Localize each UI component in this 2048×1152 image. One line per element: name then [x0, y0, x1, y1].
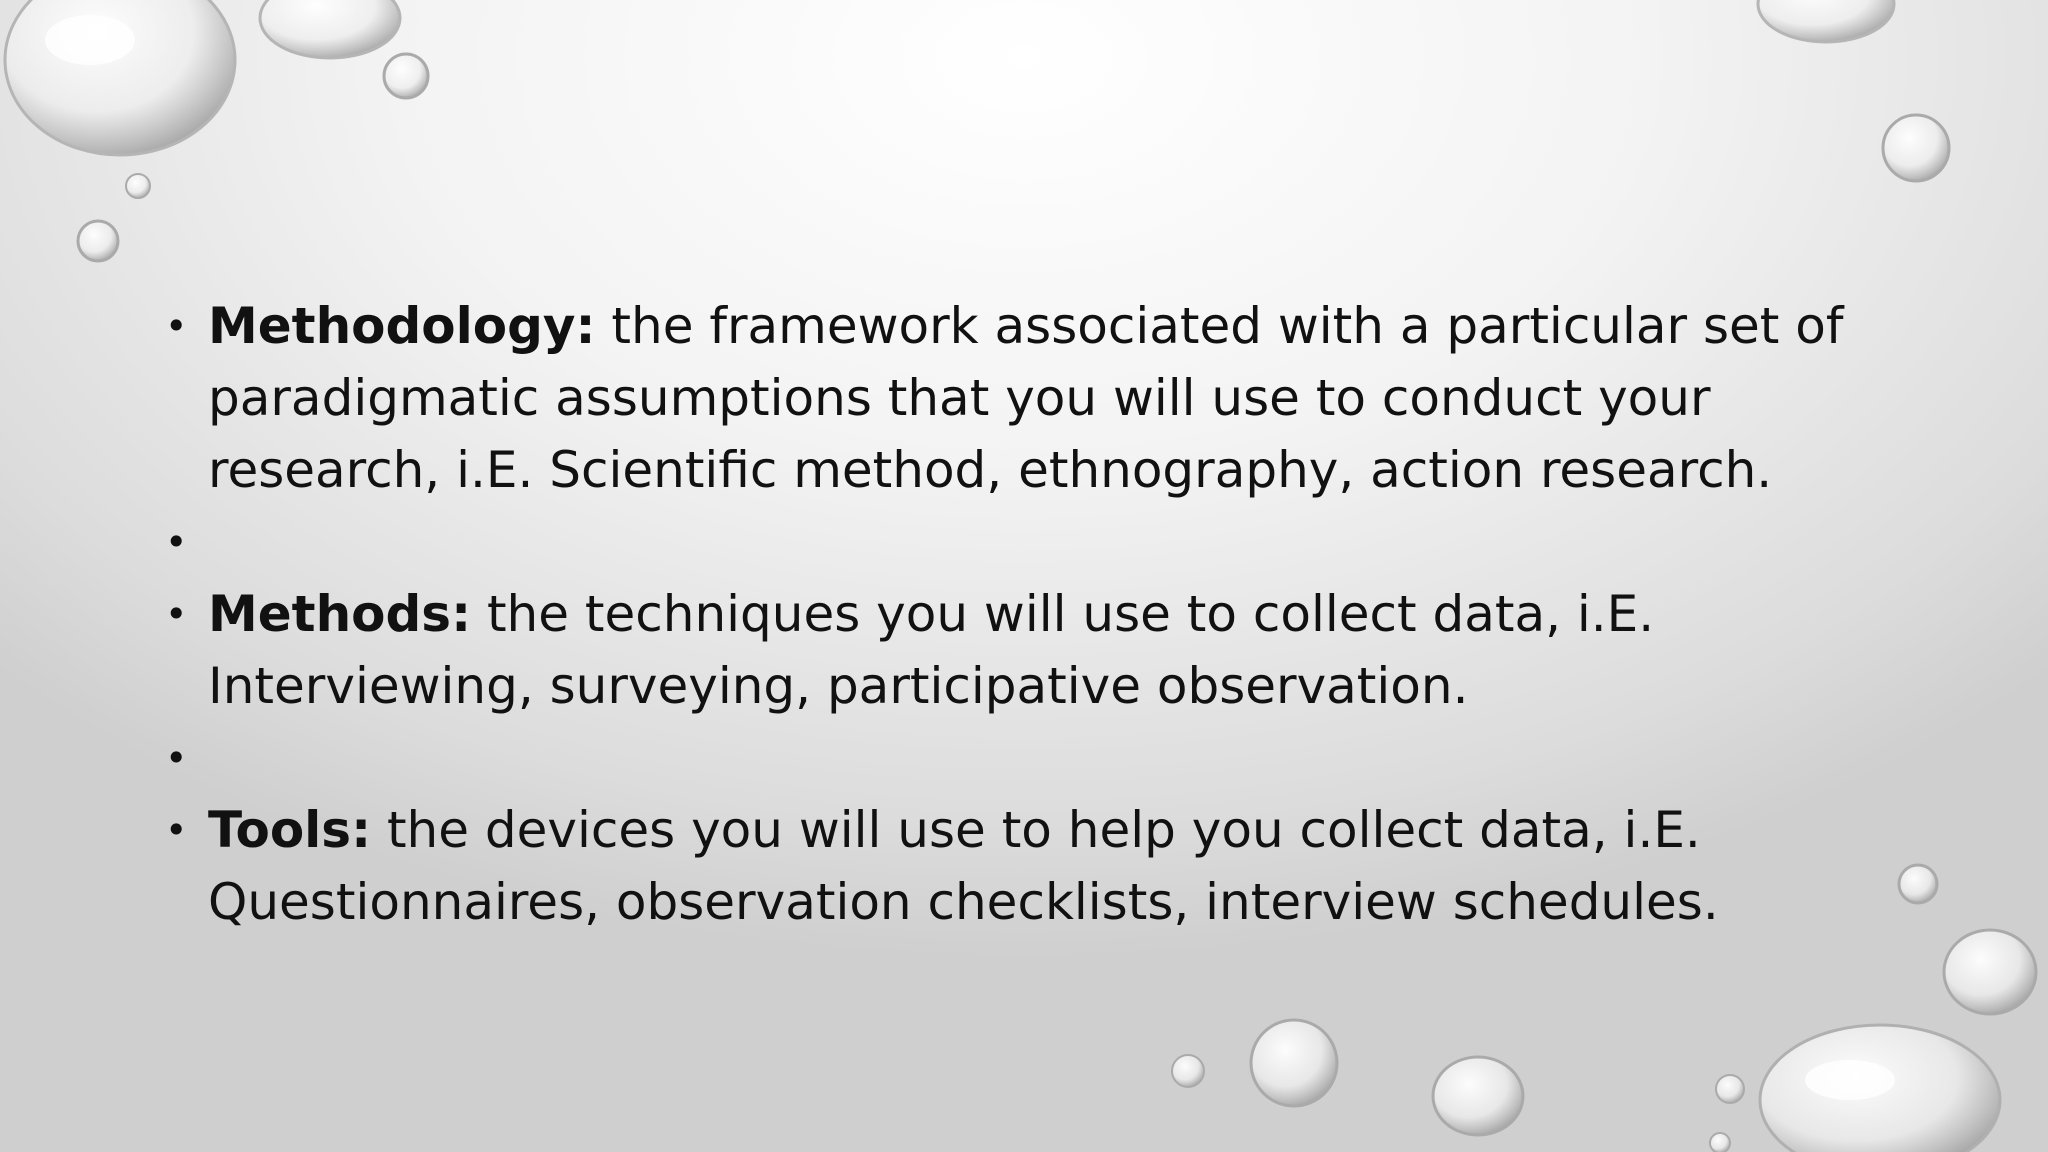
bullet-term: Methodology: — [208, 297, 596, 355]
bullet-term: Tools: — [208, 801, 372, 859]
bullet-dot-icon: • — [165, 592, 188, 636]
bullet-methodology — [165, 290, 1885, 506]
droplet-small-icon — [1172, 1055, 1204, 1087]
droplet-small-icon — [384, 54, 428, 98]
bullet-dot-icon: • — [165, 304, 188, 348]
droplet-small-icon — [1710, 1133, 1730, 1152]
droplet-small-icon — [126, 174, 150, 198]
bullet-empty — [165, 506, 1885, 578]
bullet-dot-icon: • — [165, 520, 188, 564]
bullet-dot-icon: • — [165, 808, 188, 852]
bullet-description: the techniques you will use to collect data, i.E. Interviewing, surveying, participative observation. — [208, 585, 1655, 715]
droplet-right-icon — [1944, 930, 2036, 1014]
droplet-small-icon — [78, 221, 118, 261]
bullet-tools — [165, 794, 1885, 938]
bullet-description: the devices you will use to help you collect data, i.E. Questionnaires, observation checklists, interview schedules. — [208, 801, 1719, 931]
bullet-list — [165, 290, 1885, 938]
droplet-bottom-icon — [1433, 1057, 1523, 1135]
droplet-top-left-large-icon — [5, 0, 235, 155]
bullet-text — [208, 578, 1885, 722]
droplet-bottom-icon — [1251, 1020, 1337, 1106]
bullet-term: Methods: — [208, 585, 472, 643]
droplet-small-icon — [1883, 115, 1949, 181]
droplet-top-right-icon — [1758, 0, 1894, 42]
bullet-dot-icon: • — [165, 736, 188, 780]
bullet-text — [208, 290, 1885, 506]
bullet-empty — [165, 722, 1885, 794]
droplet-bottom-right-large-icon — [1760, 1025, 2000, 1152]
bullet-methods — [165, 578, 1885, 722]
bullet-text — [208, 794, 1885, 938]
droplet-small-icon — [1716, 1075, 1744, 1103]
droplet-small-icon — [1899, 865, 1937, 903]
bullet-description: the framework associated with a particular set of paradigmatic assumptions that you will use to conduct your research, i.E. Scientific method, ethnography, action research. — [208, 297, 1844, 499]
droplet-top-left-medium-icon — [260, 0, 400, 58]
